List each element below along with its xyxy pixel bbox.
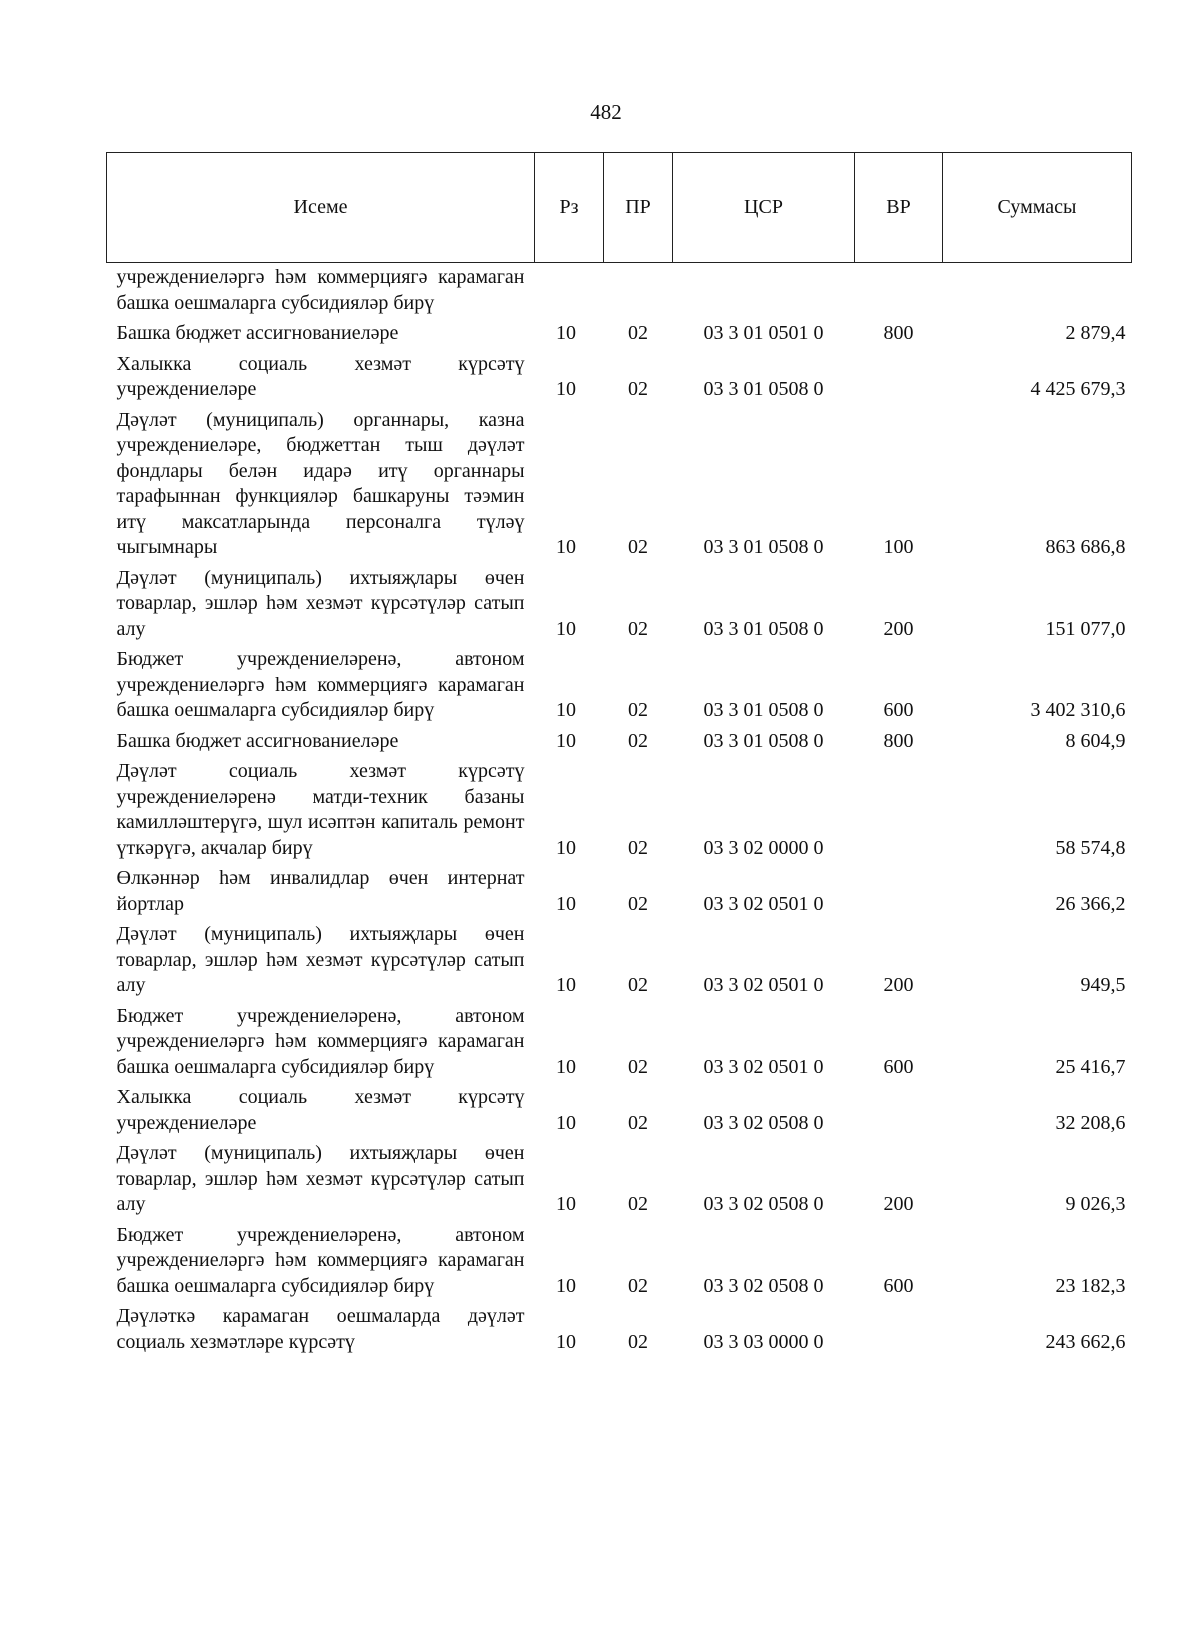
table-row <box>107 1084 1132 1140</box>
row-rz: 10 <box>556 378 576 400</box>
table-header <box>107 153 1132 263</box>
row-pr: 02 <box>628 836 648 859</box>
row-vr <box>855 263 943 320</box>
table-row <box>107 350 1132 406</box>
row-pr: 02 <box>628 729 648 752</box>
row-rz: 10 <box>556 699 576 721</box>
row-vr <box>855 350 943 406</box>
header-vr: ВР <box>855 153 943 263</box>
row-csr: 03 3 01 0508 0 <box>703 536 824 558</box>
table-row <box>107 263 1132 320</box>
row-csr: 03 3 02 0501 0 <box>703 974 824 996</box>
row-name: Дәүләт (муниципаль) ихтыяҗлары өчен товарлар, эшләр һәм хезмәт күрсәтүләр сатып алу <box>116 1142 525 1215</box>
row-rz: 10 <box>556 836 576 859</box>
row-rz: 10 <box>556 617 576 640</box>
row-csr: 03 3 02 0501 0 <box>703 892 824 915</box>
row-csr: 03 3 02 0508 0 <box>703 1193 824 1215</box>
row-name: Дәүләт (муниципаль) ихтыяҗлары өчен товарлар, эшләр һәм хезмәт күрсәтүләр сатып алу <box>116 566 525 640</box>
row-vr <box>855 1303 943 1359</box>
row-csr: 03 3 02 0501 0 <box>703 1055 824 1078</box>
row-csr: 03 3 03 0000 0 <box>703 1330 824 1353</box>
row-pr: 02 <box>628 1193 648 1215</box>
row-rz: 10 <box>556 1055 576 1078</box>
table-row <box>107 1140 1132 1222</box>
row-rz: 10 <box>556 1274 576 1297</box>
budget-table <box>106 152 1132 1359</box>
row-sum: 3 402 310,6 <box>1030 699 1126 721</box>
row-vr: 200 <box>883 1193 914 1215</box>
row-name: Бюджет учреждениеләренә, автоном учреждениеләргә һәм коммерциягә карамаган башка оешмаларга субсидияләр бирү <box>116 648 525 721</box>
row-pr: 02 <box>628 699 648 721</box>
header-sum: Суммасы <box>943 153 1132 263</box>
row-name: Халыкка социаль хезмәт күрсәтү учреждениеләре <box>116 1086 525 1134</box>
row-csr: 03 3 01 0508 0 <box>703 729 824 752</box>
row-csr: 03 3 01 0501 0 <box>703 322 824 344</box>
row-sum: 58 574,8 <box>1055 836 1126 859</box>
row-rz: 10 <box>556 729 576 752</box>
row-vr <box>855 758 943 865</box>
table-row <box>107 1221 1132 1303</box>
header-pr: ПР <box>604 153 673 263</box>
row-pr <box>604 263 673 320</box>
header-name: Исеме <box>107 153 535 263</box>
row-vr <box>855 865 943 921</box>
row-pr: 02 <box>628 378 648 400</box>
row-vr: 600 <box>883 1055 914 1078</box>
table-row <box>107 1002 1132 1084</box>
row-sum: 25 416,7 <box>1055 1055 1126 1078</box>
row-vr: 600 <box>883 1274 914 1297</box>
row-csr: 03 3 02 0508 0 <box>703 1111 824 1134</box>
row-name: Халыкка социаль хезмәт күрсәтү учреждениеләре <box>116 352 525 400</box>
row-vr: 800 <box>883 322 914 344</box>
row-name: Башка бюджет ассигнованиеләре <box>116 322 399 344</box>
row-rz: 10 <box>556 974 576 996</box>
table-row <box>107 564 1132 646</box>
row-sum: 26 366,2 <box>1055 892 1126 915</box>
row-pr: 02 <box>628 1274 648 1297</box>
row-name: Дәүләт социаль хезмәт күрсәтү учреждениеләренә матди-техник базаны камилләштерүгә, шул исәптән капиталь ремонт үткәрүгә, акчалар бирү <box>116 760 525 859</box>
page-number: 482 <box>590 100 622 124</box>
row-rz: 10 <box>556 322 576 344</box>
row-vr: 800 <box>883 729 914 752</box>
row-pr: 02 <box>628 974 648 996</box>
table-body <box>107 263 1132 1359</box>
row-sum: 23 182,3 <box>1055 1274 1126 1297</box>
row-csr: 03 3 01 0508 0 <box>703 617 824 640</box>
row-sum: 243 662,6 <box>1045 1330 1126 1353</box>
row-vr: 200 <box>883 617 914 640</box>
row-csr: 03 3 02 0508 0 <box>703 1274 824 1297</box>
row-name: Бюджет учреждениеләренә, автоном учреждениеләргә һәм коммерциягә карамаган башка оешмаларга субсидияләр бирү <box>116 1223 525 1297</box>
row-csr: 03 3 02 0000 0 <box>703 836 824 859</box>
table-row <box>107 406 1132 564</box>
row-pr: 02 <box>628 617 648 640</box>
row-sum: 32 208,6 <box>1055 1111 1126 1134</box>
table-row <box>107 1303 1132 1359</box>
row-name: Дәүләт (муниципаль) ихтыяҗлары өчен товарлар, эшләр һәм хезмәт күрсәтүләр сатып алу <box>116 923 525 996</box>
row-sum: 9 026,3 <box>1065 1193 1126 1215</box>
row-rz: 10 <box>556 892 576 915</box>
table-row <box>107 727 1132 758</box>
row-sum: 949,5 <box>1080 974 1126 996</box>
row-name: учреждениеләргә һәм коммерциягә карамаган башка оешмаларга субсидияләр бирү <box>116 266 525 314</box>
table-row <box>107 921 1132 1003</box>
row-sum: 863 686,8 <box>1045 536 1126 558</box>
table-row <box>107 646 1132 728</box>
row-vr: 600 <box>883 699 914 721</box>
row-vr: 200 <box>883 974 914 996</box>
row-pr: 02 <box>628 892 648 915</box>
row-rz <box>535 263 604 320</box>
row-rz: 10 <box>556 1330 576 1353</box>
row-name: Башка бюджет ассигнованиеләре <box>116 729 399 752</box>
row-vr <box>855 1084 943 1140</box>
row-rz: 10 <box>556 536 576 558</box>
row-csr <box>673 263 855 320</box>
header-csr: ЦСР <box>673 153 855 263</box>
row-csr: 03 3 01 0508 0 <box>703 378 824 400</box>
row-rz: 10 <box>556 1111 576 1134</box>
row-pr: 02 <box>628 536 648 558</box>
row-sum: 151 077,0 <box>1045 617 1126 640</box>
row-csr: 03 3 01 0508 0 <box>703 699 824 721</box>
row-sum: 8 604,9 <box>1065 729 1126 752</box>
header-rz: Рз <box>535 153 604 263</box>
row-pr: 02 <box>628 322 648 344</box>
row-pr: 02 <box>628 1330 648 1353</box>
row-pr: 02 <box>628 1111 648 1134</box>
row-sum <box>943 263 1132 320</box>
header-row <box>107 153 1132 263</box>
row-rz: 10 <box>556 1193 576 1215</box>
table-row <box>107 320 1132 351</box>
row-pr: 02 <box>628 1055 648 1078</box>
table-row <box>107 758 1132 865</box>
table-row <box>107 865 1132 921</box>
row-name: Бюджет учреждениеләренә, автоном учреждениеләргә һәм коммерциягә карамаган башка оешмаларга субсидияләр бирү <box>116 1004 525 1078</box>
row-name: Дәүләт (муниципаль) органнары, казна учреждениеләре, бюджеттан тыш дәүләт фондлары белән идарә итү органнары тарафыннан функцияләр башкаруны тәэмин итү максатларында персоналга түләү чыгымнары <box>116 408 525 558</box>
row-name: Дәүләткә карамаган оешмаларда дәүләт социаль хезмәтләре күрсәтү <box>116 1305 525 1353</box>
row-sum: 2 879,4 <box>1065 322 1126 344</box>
row-name: Өлкәннәр һәм инвалидлар өчен интернат йортлар <box>116 867 525 915</box>
row-vr: 100 <box>883 536 914 558</box>
row-sum: 4 425 679,3 <box>1030 378 1126 400</box>
